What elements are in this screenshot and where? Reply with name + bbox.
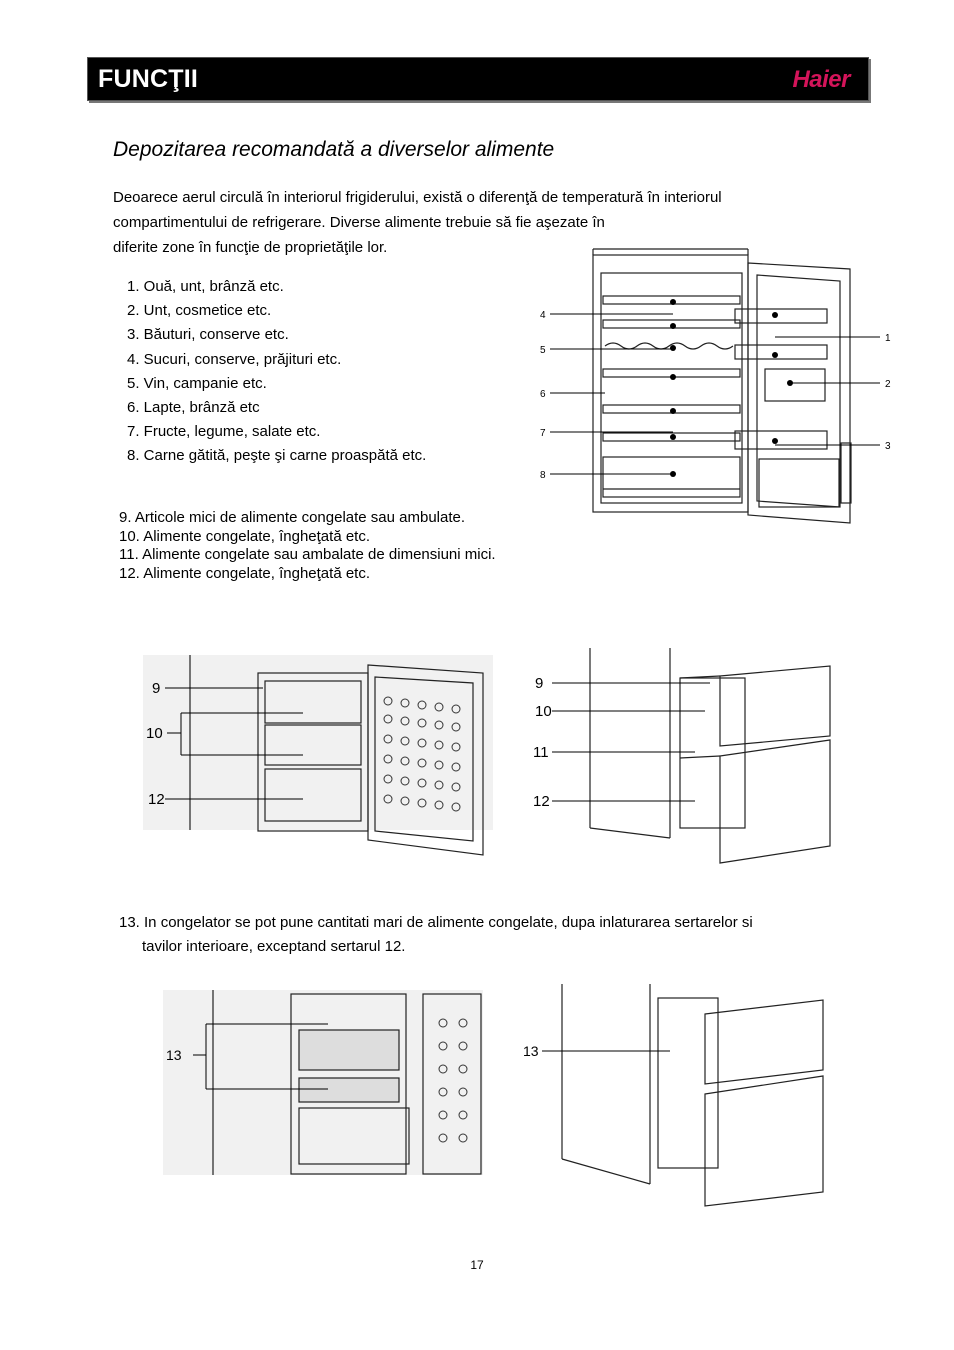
fig-label: 1 xyxy=(885,333,891,344)
fig-label: 6 xyxy=(540,389,546,400)
list-item: 11. Alimente congelate sau ambalate de dimensiuni mici. xyxy=(119,546,496,563)
list-item: 3. Băuturi, conserve etc. xyxy=(127,326,289,344)
intro-line: compartimentului de refrigerare. Diverse alimente trebuie să fie aşezate în xyxy=(113,214,605,231)
fridge-diagram xyxy=(535,245,895,530)
list-item: 7. Fructe, legume, salate etc. xyxy=(127,423,321,441)
note-line: 13. In congelator se pot pune cantitati mari de alimente congelate, dupa inlaturarea sertarelor si xyxy=(119,914,753,931)
fig-label: 7 xyxy=(540,428,546,439)
page-title: FUNCŢII xyxy=(98,65,198,93)
fig-label: 4 xyxy=(540,310,546,321)
list-item: 9. Articole mici de alimente congelate sau ambulate. xyxy=(119,509,466,526)
list-item: 12. Alimente congelate, îngheţată etc. xyxy=(119,564,371,582)
brand-logo: Haier xyxy=(792,66,850,93)
fig-label: 8 xyxy=(540,470,546,481)
note-line: tavilor interioare, exceptand sertarul 12. xyxy=(142,938,406,955)
page-number: 17 xyxy=(470,1258,484,1272)
fig-label: 9 xyxy=(152,680,161,697)
fig-label: 13 xyxy=(166,1047,182,1063)
list-item: 6. Lapte, brânză etc xyxy=(127,399,260,417)
fig-label: 12 xyxy=(533,793,550,810)
freezer-storage-list xyxy=(119,509,496,583)
header-bar xyxy=(87,57,869,101)
intro-line: Deoarece aerul circulă în interiorul frigiderului, există o diferenţă de temperatură în interiorul xyxy=(113,189,722,206)
fig-label: 9 xyxy=(535,675,544,692)
fig-label: 11 xyxy=(533,744,549,761)
note-13 xyxy=(119,911,839,959)
freezer-drawers-diagram xyxy=(530,648,835,865)
list-item: 2. Unt, cosmetice etc. xyxy=(127,302,272,320)
fig-label: 12 xyxy=(148,791,165,808)
freezer-removed-open-diagram xyxy=(163,968,483,1176)
freezer-removed-drawers-diagram xyxy=(520,984,826,1209)
list-item: 1. Ouă, unt, brânză etc. xyxy=(127,278,284,295)
list-item: 8. Carne gătită, peşte şi carne proaspătă etc. xyxy=(127,447,427,465)
fridge-storage-list xyxy=(127,275,426,469)
fig-label: 5 xyxy=(540,345,546,356)
fig-label: 13 xyxy=(523,1043,539,1059)
fig-label: 2 xyxy=(885,379,891,390)
fig-label: 10 xyxy=(535,703,552,720)
fig-label: 3 xyxy=(885,441,891,452)
fig-label: 10 xyxy=(146,725,163,742)
section-title: Depozitarea recomandată a diverselor alimente xyxy=(113,138,555,161)
list-item: 4. Sucuri, conserve, prăjituri etc. xyxy=(127,350,342,368)
list-item: 5. Vin, campanie etc. xyxy=(127,374,267,392)
intro-line: diferite zone în funcţie de proprietăţile lor. xyxy=(113,239,388,256)
freezer-open-door-diagram xyxy=(143,655,493,857)
list-item: 10. Alimente congelate, îngheţată etc. xyxy=(119,527,371,545)
